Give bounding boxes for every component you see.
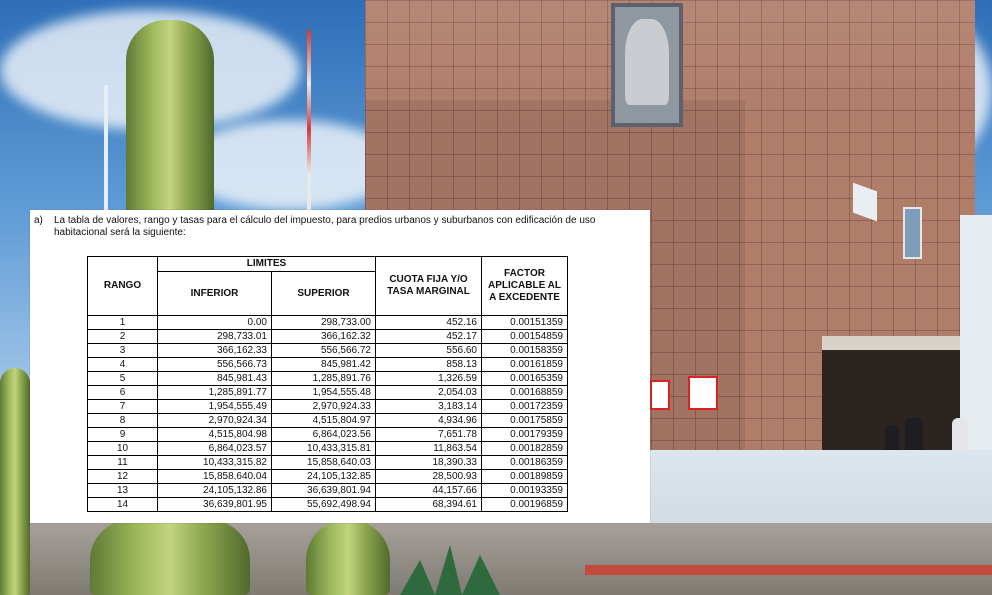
cell-factor: 0.00193359: [482, 484, 568, 498]
cell-superior: 556,566.72: [272, 344, 376, 358]
cell-inferior: 1,285,891.77: [158, 386, 272, 400]
cactus: [90, 520, 250, 595]
table-row: [88, 372, 568, 386]
cactus: [0, 368, 30, 595]
cell-rango: 11: [88, 456, 158, 470]
cell-factor: 0.00154859: [482, 330, 568, 344]
cell-inferior: 6,864,023.57: [158, 442, 272, 456]
cell-superior: 10,433,315.81: [272, 442, 376, 456]
cell-superior: 1,954,555.48: [272, 386, 376, 400]
cell-cuota: 11,863.54: [376, 442, 482, 456]
cell-inferior: 4,515,804.98: [158, 428, 272, 442]
table-row: [88, 428, 568, 442]
tax-document: [30, 210, 650, 523]
table-row: [88, 414, 568, 428]
cell-cuota: 44,157.66: [376, 484, 482, 498]
table-row: [88, 358, 568, 372]
cell-rango: 9: [88, 428, 158, 442]
tax-rate-table: [87, 256, 568, 512]
table-row: [88, 330, 568, 344]
header-superior: SUPERIOR: [272, 272, 376, 316]
cell-factor: 0.00186359: [482, 456, 568, 470]
header-limites: LIMITES: [158, 257, 376, 272]
cell-cuota: 452.17: [376, 330, 482, 344]
cell-factor: 0.00196859: [482, 498, 568, 512]
cell-inferior: 2,970,924.34: [158, 414, 272, 428]
cell-rango: 6: [88, 386, 158, 400]
cell-rango: 1: [88, 316, 158, 330]
cell-cuota: 3,183.14: [376, 400, 482, 414]
building-window: [903, 207, 922, 259]
cell-rango: 10: [88, 442, 158, 456]
cell-inferior: 366,162.33: [158, 344, 272, 358]
cell-superior: 55,692,498.94: [272, 498, 376, 512]
table-row: [88, 344, 568, 358]
header-cuota: CUOTA FIJA Y/O TASA MARGINAL: [376, 257, 482, 316]
cell-superior: 6,864,023.56: [272, 428, 376, 442]
cell-factor: 0.00151359: [482, 316, 568, 330]
cell-cuota: 28,500.93: [376, 470, 482, 484]
table-row: [88, 400, 568, 414]
light-pole: [104, 85, 108, 215]
cell-inferior: 556,566.73: [158, 358, 272, 372]
cell-superior: 2,970,924.33: [272, 400, 376, 414]
cell-cuota: 7,651.78: [376, 428, 482, 442]
cell-inferior: 0.00: [158, 316, 272, 330]
entrance-canopy: [822, 336, 974, 350]
cell-inferior: 10,433,315.82: [158, 456, 272, 470]
cell-superior: 36,639,801.94: [272, 484, 376, 498]
cell-cuota: 68,394.61: [376, 498, 482, 512]
table-row: [88, 498, 568, 512]
intro-paragraph: [34, 215, 646, 239]
cell-factor: 0.00179359: [482, 428, 568, 442]
cell-rango: 8: [88, 414, 158, 428]
cell-superior: 845,981.42: [272, 358, 376, 372]
red-curb: [585, 565, 992, 575]
cell-rango: 12: [88, 470, 158, 484]
cell-factor: 0.00158359: [482, 344, 568, 358]
cell-cuota: 4,934.96: [376, 414, 482, 428]
table-row: [88, 442, 568, 456]
cell-superior: 366,162.32: [272, 330, 376, 344]
table-row: [88, 484, 568, 498]
cell-factor: 0.00161859: [482, 358, 568, 372]
cell-cuota: 556.60: [376, 344, 482, 358]
cell-factor: 0.00182859: [482, 442, 568, 456]
cell-inferior: 24,105,132.86: [158, 484, 272, 498]
person: [952, 418, 968, 452]
cell-cuota: 18,390.33: [376, 456, 482, 470]
no-smoking-sign: [650, 380, 670, 410]
table-body: [88, 316, 568, 512]
person: [905, 418, 923, 452]
cell-cuota: 1,326.59: [376, 372, 482, 386]
cell-inferior: 36,639,801.95: [158, 498, 272, 512]
header-inferior: INFERIOR: [158, 272, 272, 316]
cell-factor: 0.00165359: [482, 372, 568, 386]
cell-rango: 14: [88, 498, 158, 512]
cell-cuota: 452.16: [376, 316, 482, 330]
intro-text: La tabla de valores, rango y tasas para el cálculo del impuesto, para predios urbanos y suburbanos con edificación de uso habitacional será la siguiente:: [54, 215, 596, 238]
cactus: [126, 20, 214, 220]
cell-rango: 7: [88, 400, 158, 414]
list-marker: a): [34, 215, 43, 226]
header-factor: FACTOR APLICABLE AL A EXCEDENTE: [482, 257, 568, 316]
cell-factor: 0.00168859: [482, 386, 568, 400]
cell-rango: 5: [88, 372, 158, 386]
cell-factor: 0.00175859: [482, 414, 568, 428]
cell-inferior: 845,981.43: [158, 372, 272, 386]
cell-factor: 0.00189859: [482, 470, 568, 484]
cell-superior: 298,733.00: [272, 316, 376, 330]
cell-superior: 24,105,132.85: [272, 470, 376, 484]
table-row: [88, 470, 568, 484]
no-smoking-sign: [688, 376, 718, 410]
cell-superior: 1,285,891.76: [272, 372, 376, 386]
antenna-tower: [307, 30, 311, 210]
cell-rango: 13: [88, 484, 158, 498]
person: [885, 425, 899, 452]
cell-cuota: 858.13: [376, 358, 482, 372]
cell-superior: 4,515,804.97: [272, 414, 376, 428]
cell-rango: 3: [88, 344, 158, 358]
cell-cuota: 2,054.03: [376, 386, 482, 400]
cell-inferior: 15,858,640.04: [158, 470, 272, 484]
cell-rango: 4: [88, 358, 158, 372]
table-row: [88, 456, 568, 470]
cell-rango: 2: [88, 330, 158, 344]
cell-inferior: 1,954,555.49: [158, 400, 272, 414]
cell-superior: 15,858,640.03: [272, 456, 376, 470]
table-row: [88, 316, 568, 330]
cactus: [306, 520, 390, 595]
cell-inferior: 298,733.01: [158, 330, 272, 344]
table-row: [88, 386, 568, 400]
building-emblem: [611, 3, 683, 127]
header-rango: RANGO: [88, 257, 158, 316]
cell-factor: 0.00172359: [482, 400, 568, 414]
